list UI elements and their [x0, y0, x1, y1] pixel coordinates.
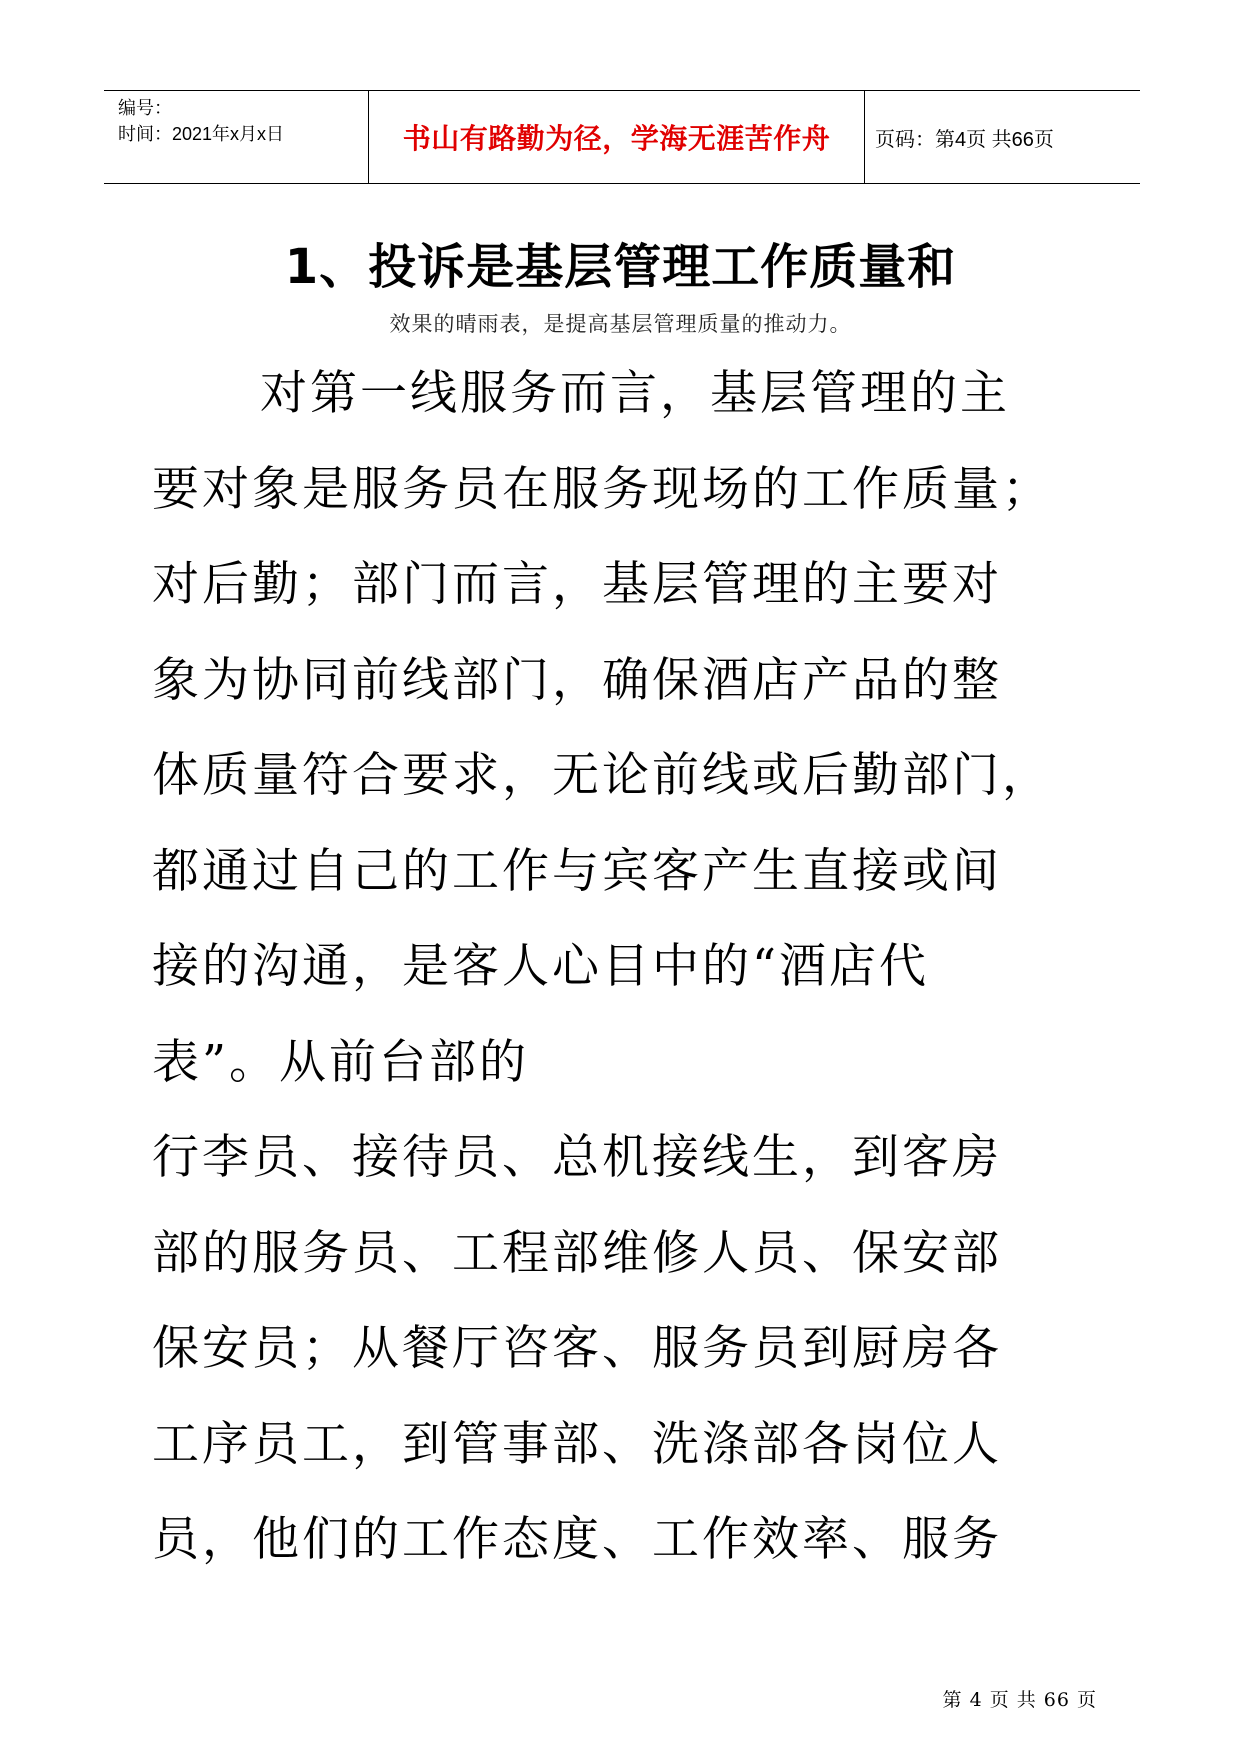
motto-text: 书山有路勤为径，学海无涯苦作舟: [402, 122, 831, 155]
header-meta-cell: [104, 91, 369, 183]
time-label: 时间：2021年x月x日: [118, 124, 285, 144]
body-paragraph: [152, 354, 1098, 1596]
body-line: 行李员、接待员、总机接线生，到客房: [152, 1130, 1002, 1185]
header-motto-cell: [369, 91, 865, 183]
body-line: 要对象是服务员在服务现场的工作质量；: [152, 461, 1052, 517]
body-line: 保安员；从餐厅咨客、服务员到厨房各: [152, 1321, 1002, 1376]
body-line: 体质量符合要求，无论前线或后勤部门，: [152, 748, 1052, 803]
body-line: 部的服务员、工程部维修人员、保安部: [152, 1225, 1002, 1281]
body-line: 表”。从前台部的: [152, 1034, 530, 1090]
page-footer: 第 4 页 共 66 页: [942, 1689, 1097, 1711]
body-line: 都通过自己的工作与宾客产生直接或间: [152, 843, 1002, 899]
body-line: 对第一线服务而言，基层管理的主: [260, 366, 1010, 421]
section-subtitle: 效果的晴雨表，是提高基层管理质量的推动力。: [389, 312, 852, 336]
body-line: 工序员工，到管事部、洗涤部各岗位人: [152, 1416, 1002, 1472]
page-info: 页码：第4页 共66页: [875, 128, 1054, 151]
body-line: 员，他们的工作态度、工作效率、服务: [152, 1512, 1002, 1567]
number-label: 编号：: [118, 98, 172, 118]
body-line: 对后勤；部门而言，基层管理的主要对: [152, 557, 1002, 612]
header-page-cell: [865, 91, 1140, 183]
document-header: [104, 90, 1140, 184]
body-line: 接的沟通，是客人心目中的“酒店代: [152, 939, 930, 994]
section-title: 1、投诉是基层管理工作质量和: [284, 239, 957, 295]
body-line: 象为协同前线部门，确保酒店产品的整: [152, 652, 1002, 708]
